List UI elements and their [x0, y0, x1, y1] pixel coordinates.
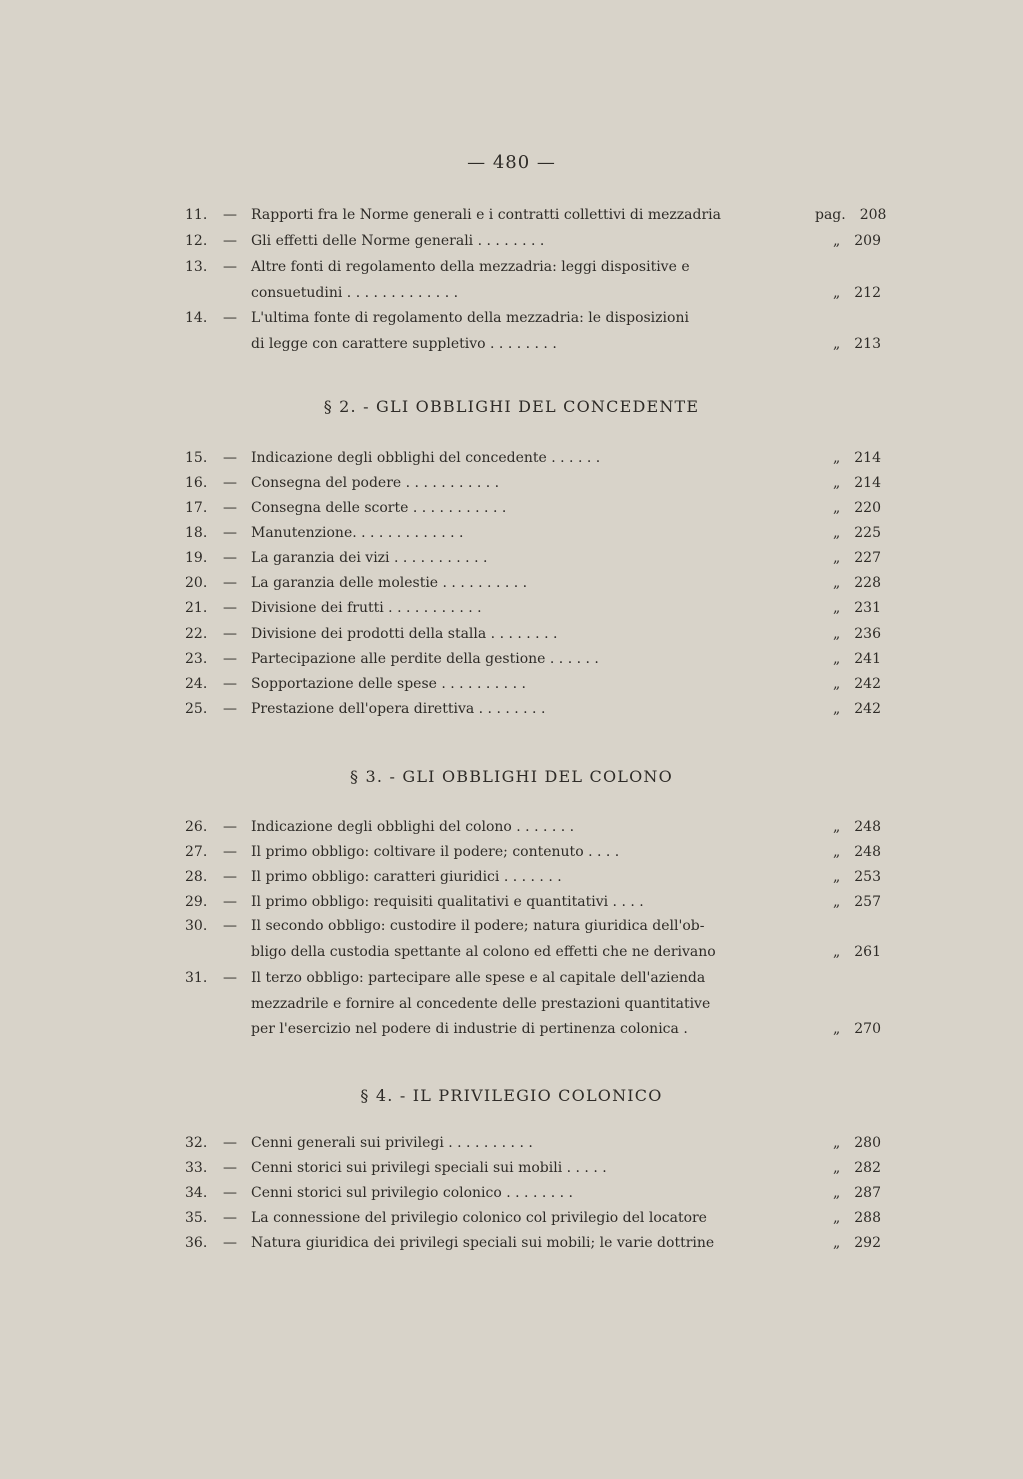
entry-dash: —	[223, 1235, 237, 1251]
entry-page: „ 282	[833, 1160, 881, 1176]
entry-title: Consegna delle scorte . . . . . . . . . . .	[251, 500, 507, 516]
entry-title: Cenni storici sul privilegio colonico . . . . . . . .	[251, 1185, 574, 1201]
entry-number: 36.	[185, 1235, 208, 1251]
entry-dash: —	[223, 701, 237, 717]
entry-dash: —	[223, 500, 237, 516]
entry-number: 32.	[185, 1135, 208, 1151]
entry-page: „ 231	[833, 600, 881, 616]
entry-dash: —	[223, 310, 237, 326]
entry-title: Natura giuridica dei privilegi speciali sui mobili; le varie dottrine	[251, 1235, 715, 1251]
entry-number: 34.	[185, 1185, 208, 1201]
entry-title: La garanzia dei vizi . . . . . . . . . . .	[251, 550, 488, 566]
entry-number: 21.	[185, 600, 208, 616]
section-heading-2: § 2. - GLI OBBLIGHI DEL CONCEDENTE	[323, 397, 700, 416]
entry-page: pag. 208	[815, 207, 887, 223]
entry-dash: —	[223, 207, 237, 223]
entry-dash: —	[223, 600, 237, 616]
entry-number: 15.	[185, 450, 208, 466]
entry-number: 20.	[185, 575, 208, 591]
entry-dash: —	[223, 651, 237, 667]
entry-dash: —	[223, 844, 237, 860]
entry-title: Indicazione degli obblighi del colono . . . . . . .	[251, 819, 575, 835]
entry-page: „ 236	[833, 626, 881, 642]
entry-title: Consegna del podere . . . . . . . . . . .	[251, 475, 500, 491]
entry-page: „ 257	[833, 894, 881, 910]
entry-number: 16.	[185, 475, 208, 491]
entry-title: Il terzo obbligo: partecipare alle spese e al capitale dell'azienda mezzadrile e fornire al concedente delle prestazioni quantitative per l'esercizio nel podere di industrie di pertinenza colonica .	[251, 970, 711, 1037]
entry-page: „ 225	[833, 525, 881, 541]
entry-title: Il secondo obbligo: custodire il podere; natura giuridica dell'ob- bligo della custodia spettante al colono ed effetti che ne derivano	[251, 918, 716, 960]
entry-number: 24.	[185, 676, 208, 692]
entry-title: La connessione del privilegio colonico col privilegio del locatore	[251, 1210, 707, 1226]
entry-title: Cenni generali sui privilegi . . . . . . . . . .	[251, 1135, 533, 1151]
entry-dash: —	[223, 1135, 237, 1151]
entry-page: „ 242	[833, 676, 881, 692]
entry-dash: —	[223, 575, 237, 591]
entry-dash: —	[223, 1185, 237, 1201]
entry-number: 30.	[185, 918, 208, 934]
entry-title: Manutenzione. . . . . . . . . . . . .	[251, 525, 464, 541]
entry-page: „ 288	[833, 1210, 881, 1226]
entry-page: „ 212	[833, 284, 881, 301]
entry-page: „ 242	[833, 701, 881, 717]
entry-dash: —	[223, 918, 237, 934]
entry-number: 22.	[185, 626, 208, 642]
entry-number: 17.	[185, 500, 208, 516]
entry-page: „ 253	[833, 869, 881, 885]
entry-dash: —	[223, 450, 237, 466]
entry-number: 28.	[185, 869, 208, 885]
entry-dash: —	[223, 259, 237, 275]
entry-page: „ 227	[833, 550, 881, 566]
entry-title: Il primo obbligo: caratteri giuridici . . . . . . .	[251, 869, 562, 885]
entry-number: 26.	[185, 819, 208, 835]
entry-dash: —	[223, 1160, 237, 1176]
entry-title: Il primo obbligo: coltivare il podere; contenuto . . . .	[251, 844, 620, 860]
entry-dash: —	[223, 819, 237, 835]
entry-dash: —	[223, 676, 237, 692]
entry-dash: —	[223, 869, 237, 885]
entry-number: 35.	[185, 1210, 208, 1226]
entry-number: 13.	[185, 259, 208, 275]
entry-dash: —	[223, 233, 237, 249]
entry-page: „ 248	[833, 819, 881, 835]
entry-number: 31.	[185, 970, 208, 986]
entry-page: „ 228	[833, 575, 881, 591]
entry-title: Sopportazione delle spese . . . . . . . . . .	[251, 676, 526, 692]
entry-number: 14.	[185, 310, 208, 326]
entry-dash: —	[223, 550, 237, 566]
entry-title: Indicazione degli obblighi del concedente . . . . . .	[251, 450, 601, 466]
entry-page: „ 214	[833, 450, 881, 466]
entry-title: Gli effetti delle Norme generali . . . . . . . .	[251, 233, 545, 249]
entry-title: Partecipazione alle perdite della gestione . . . . . .	[251, 651, 599, 667]
entry-page: „ 280	[833, 1135, 881, 1151]
entry-title: L'ultima fonte di regolamento della mezzadria: le disposizioni di legge con carattere suppletivo . . . . . . . .	[251, 310, 689, 352]
entry-title: Prestazione dell'opera direttiva . . . . . . . .	[251, 701, 546, 717]
entry-title: Il primo obbligo: requisiti qualitativi e quantitativi . . . .	[251, 894, 644, 910]
entry-title: La garanzia delle molestie . . . . . . . . . .	[251, 575, 528, 591]
entry-dash: —	[223, 970, 237, 986]
entry-page: „ 248	[833, 844, 881, 860]
entry-page: „ 287	[833, 1185, 881, 1201]
entry-page: „ 270	[833, 1021, 881, 1037]
entry-page: „ 241	[833, 651, 881, 667]
entry-page: „ 213	[833, 335, 881, 352]
section-heading-4: § 4. - IL PRIVILEGIO COLONICO	[360, 1086, 663, 1105]
entry-title: Altre fonti di regolamento della mezzadria: leggi dispositive e consuetudini . . . . . . . . . . . . .	[251, 259, 690, 301]
entry-number: 27.	[185, 844, 208, 860]
entry-number: 12.	[185, 233, 208, 249]
entry-page: „ 214	[833, 475, 881, 491]
entry-title: Divisione dei frutti . . . . . . . . . . .	[251, 600, 482, 616]
entry-dash: —	[223, 525, 237, 541]
entry-number: 19.	[185, 550, 208, 566]
entry-dash: —	[223, 894, 237, 910]
section-heading-3: § 3. - GLI OBBLIGHI DEL COLONO	[350, 767, 673, 786]
entry-title: Rapporti fra le Norme generali e i contratti collettivi di mezzadria	[251, 207, 721, 223]
entry-number: 18.	[185, 525, 208, 541]
entry-number: 29.	[185, 894, 208, 910]
entry-number: 23.	[185, 651, 208, 667]
entry-dash: —	[223, 626, 237, 642]
page-number: — 480 —	[467, 152, 556, 173]
entry-number: 33.	[185, 1160, 208, 1176]
entry-number: 11.	[185, 207, 208, 223]
entry-dash: —	[223, 475, 237, 491]
entry-title: Divisione dei prodotti della stalla . . . . . . . .	[251, 626, 558, 642]
entry-page: „ 261	[833, 943, 881, 960]
entry-page: „ 220	[833, 500, 881, 516]
entry-page: „ 209	[833, 233, 881, 249]
entry-number: 25.	[185, 701, 208, 717]
entry-dash: —	[223, 1210, 237, 1226]
entry-title: Cenni storici sui privilegi speciali sui mobili . . . . .	[251, 1160, 607, 1176]
entry-page: „ 292	[833, 1235, 881, 1251]
